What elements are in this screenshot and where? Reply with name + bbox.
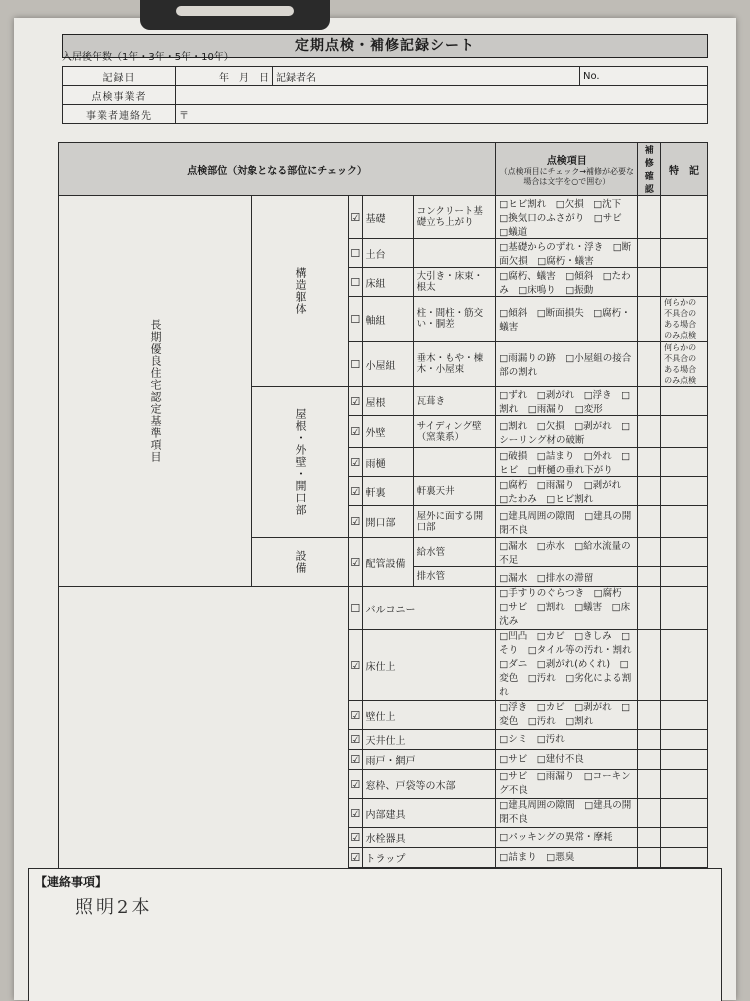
part-label: 窓枠、戸袋等の木部	[362, 770, 496, 799]
inspection-items[interactable]: □詰まり □悪臭	[496, 848, 638, 868]
record-date-field[interactable]: 年 月 日	[176, 67, 273, 86]
part-label: 内部建具	[362, 799, 496, 828]
record-header-table	[62, 66, 708, 124]
remarks-cell	[661, 799, 708, 828]
repair-confirm-cell[interactable]	[638, 701, 661, 730]
group-equipment-label: 設備	[252, 538, 349, 587]
group-long-term-label: 長期優良住宅認定基準項目	[59, 196, 252, 587]
part-checkbox[interactable]	[349, 848, 363, 868]
checked-box-icon: ☑	[350, 831, 360, 844]
company-contact-label: 事業者連絡先	[63, 105, 176, 124]
part-label: 外壁	[362, 416, 413, 448]
part-checkbox[interactable]	[349, 828, 363, 848]
checked-box-icon: ☑	[350, 778, 360, 791]
inspection-items[interactable]: □破損 □詰まり □外れ □ヒビ □軒樋の垂れ下がり	[496, 448, 638, 477]
inspection-items[interactable]: □割れ □欠損 □剥がれ □シーリング材の破断	[496, 416, 638, 448]
remarks-cell	[661, 448, 708, 477]
part-subdetail: 柱・間柱・筋交い・胴差	[413, 297, 496, 342]
repair-confirm-cell[interactable]	[638, 387, 661, 416]
repair-confirm-cell[interactable]	[638, 342, 661, 387]
handwritten-note: 照明2本	[75, 893, 152, 919]
checked-box-icon: ☑	[350, 211, 360, 224]
inspection-items[interactable]: □建具周囲の隙間 □建具の開閉不良	[496, 799, 638, 828]
checked-box-icon: ☑	[350, 807, 360, 820]
years-since-move-in: 入居後年数（1年・3年・5年・10年）	[62, 48, 234, 63]
repair-confirm-cell[interactable]	[638, 828, 661, 848]
inspection-items[interactable]: □手すりのぐらつき □腐朽 □サビ □割れ □蟻害 □床沈み	[496, 587, 638, 630]
part-checkbox[interactable]	[349, 297, 363, 342]
part-subdetail: 屋外に面する開口部	[413, 506, 496, 538]
part-subdetail: 垂木・もや・棟木・小屋束	[413, 342, 496, 387]
checked-box-icon: ☑	[350, 709, 360, 722]
repair-confirm-cell[interactable]	[638, 416, 661, 448]
empty-box-icon: ☐	[350, 313, 360, 326]
inspection-items[interactable]: □シミ □汚れ	[496, 730, 638, 750]
part-label: 床仕上	[362, 630, 496, 701]
company-contact-field[interactable]: 〒	[176, 105, 708, 124]
part-checkbox[interactable]	[349, 587, 363, 630]
inspection-items[interactable]: □傾斜 □断面損失 □腐朽・蟻害	[496, 297, 638, 342]
inspection-items[interactable]: □ずれ □剥がれ □浮き □割れ □雨漏り □変形	[496, 387, 638, 416]
part-subdetail: 大引き・床束・根太	[413, 268, 496, 297]
checked-box-icon: ☑	[350, 425, 360, 438]
part-checkbox[interactable]	[349, 750, 363, 770]
remarks-cell	[661, 701, 708, 730]
part-label: 雨戸・網戸	[362, 750, 496, 770]
remarks-column-header: 特 記	[661, 143, 708, 196]
repair-confirm-cell[interactable]	[638, 297, 661, 342]
remarks-cell	[661, 239, 708, 268]
empty-box-icon: ☐	[350, 358, 360, 371]
table-row	[59, 587, 708, 630]
part-checkbox[interactable]	[349, 477, 363, 506]
part-checkbox[interactable]	[349, 387, 363, 416]
checked-box-icon: ☑	[350, 515, 360, 528]
repair-confirm-cell[interactable]	[638, 848, 661, 868]
remarks-cell	[661, 416, 708, 448]
part-checkbox[interactable]	[349, 506, 363, 538]
remarks-cell	[661, 538, 708, 567]
remarks-cell	[661, 567, 708, 587]
inspection-items[interactable]: □雨漏りの跡 □小屋組の接合部の割れ	[496, 342, 638, 387]
checked-box-icon: ☑	[350, 753, 360, 766]
repair-confirm-cell[interactable]	[638, 730, 661, 750]
recorder-name-field[interactable]: 記録者名	[273, 67, 580, 86]
remarks-cell	[661, 506, 708, 538]
part-label: 水栓器具	[362, 828, 496, 848]
checked-box-icon: ☑	[350, 733, 360, 746]
part-checkbox[interactable]	[349, 730, 363, 750]
remarks-cell	[661, 268, 708, 297]
part-checkbox[interactable]	[349, 630, 363, 701]
inspection-items[interactable]: □浮き □カビ □剥がれ □変色 □汚れ □割れ	[496, 701, 638, 730]
repair-confirm-cell[interactable]	[638, 196, 661, 239]
repair-column-header: 補修確認	[638, 143, 661, 196]
part-checkbox[interactable]	[349, 799, 363, 828]
empty-box-icon: ☐	[350, 247, 360, 260]
inspection-company-field[interactable]	[176, 86, 708, 105]
part-label: 基礎	[362, 196, 413, 239]
part-label: 開口部	[362, 506, 413, 538]
part-label: バルコニー	[362, 587, 496, 630]
part-label: 軸組	[362, 297, 413, 342]
repair-confirm-cell[interactable]	[638, 268, 661, 297]
part-checkbox[interactable]	[349, 416, 363, 448]
contact-notes-label: 【連絡事項】	[35, 873, 107, 890]
part-label: 土台	[362, 239, 413, 268]
part-subdetail	[413, 239, 496, 268]
remarks-cell	[661, 196, 708, 239]
part-subdetail: サイディング壁（窯業系）	[413, 416, 496, 448]
remarks-cell	[661, 477, 708, 506]
empty-box-icon: ☐	[350, 602, 360, 615]
inspection-items[interactable]: □漏水 □排水の滞留	[496, 567, 638, 587]
remarks-cell	[661, 828, 708, 848]
inspection-items[interactable]: □サビ □建付不良	[496, 750, 638, 770]
part-subdetail	[413, 448, 496, 477]
checked-box-icon: ☑	[350, 556, 360, 569]
part-checkbox[interactable]	[349, 448, 363, 477]
remarks-cell	[661, 770, 708, 799]
part-checkbox[interactable]	[349, 268, 363, 297]
remarks-cell	[661, 587, 708, 630]
part-subdetail: 軒裏天井	[413, 477, 496, 506]
repair-confirm-cell[interactable]	[638, 799, 661, 828]
items-column-header: 点検項目 （点検項目にチェック→補修が必要な場合は文字を○で囲む）	[496, 143, 638, 196]
part-subdetail: 給水管	[413, 538, 496, 567]
part-label: 床組	[362, 268, 413, 297]
checked-box-icon: ☑	[350, 851, 360, 864]
remarks-cell	[661, 848, 708, 868]
table-row	[59, 196, 708, 239]
inspection-items[interactable]: □パッキングの異常・摩耗	[496, 828, 638, 848]
part-checkbox[interactable]	[349, 701, 363, 730]
part-checkbox[interactable]	[349, 342, 363, 387]
part-label: 屋根	[362, 387, 413, 416]
checked-box-icon: ☑	[350, 395, 360, 408]
remarks-cell: 何らかの不具合のある場合のみ点検	[661, 297, 708, 342]
part-checkbox[interactable]	[349, 196, 363, 239]
part-subdetail: 瓦葺き	[413, 387, 496, 416]
repair-confirm-cell[interactable]	[638, 567, 661, 587]
repair-confirm-cell[interactable]	[638, 239, 661, 268]
clipboard-clip	[140, 0, 330, 30]
remarks-cell	[661, 750, 708, 770]
group-roof-wall-label: 屋根・外壁・開口部	[252, 387, 349, 538]
repair-confirm-cell[interactable]	[638, 448, 661, 477]
inspection-items[interactable]: □サビ □雨漏り □コーキング不良	[496, 770, 638, 799]
inspection-items[interactable]: □基礎からのずれ・浮き □断面欠損 □腐朽・蟻害	[496, 239, 638, 268]
inspection-company-label: 点検事業者	[63, 86, 176, 105]
repair-confirm-cell[interactable]	[638, 630, 661, 701]
group-structure-label: 構造躯体	[252, 196, 349, 387]
inspection-items[interactable]: □凹凸 □カビ □きしみ □そり □タイル等の汚れ・割れ □ダニ □剥がれ(めくれ) □変色 □汚れ □劣化による割れ	[496, 630, 638, 701]
part-label: 小屋組	[362, 342, 413, 387]
record-number-field[interactable]: No.	[580, 67, 708, 86]
repair-confirm-cell[interactable]	[638, 770, 661, 799]
remarks-cell	[661, 387, 708, 416]
part-label: 軒裏	[362, 477, 413, 506]
sheet-title: 定期点検・補修記録シート	[62, 34, 708, 58]
remarks-cell	[661, 730, 708, 750]
inspection-items[interactable]: □漏水 □赤水 □給水流量の不足	[496, 538, 638, 567]
part-checkbox[interactable]	[349, 239, 363, 268]
part-label: 天井仕上	[362, 730, 496, 750]
remarks-cell: 何らかの不具合のある場合のみ点検	[661, 342, 708, 387]
part-label: 配管設備	[362, 538, 413, 587]
inspection-items[interactable]: □ヒビ割れ □欠損 □沈下 □換気口のふさがり □サビ □蟻道	[496, 196, 638, 239]
part-label: 雨樋	[362, 448, 413, 477]
checked-box-icon: ☑	[350, 659, 360, 672]
record-date-label: 記録日	[63, 67, 176, 86]
inspection-items[interactable]: □腐朽 □雨漏り □剥がれ □たわみ □ヒビ割れ	[496, 477, 638, 506]
empty-box-icon: ☐	[350, 276, 360, 289]
repair-confirm-cell[interactable]	[638, 538, 661, 567]
remarks-cell	[661, 630, 708, 701]
inspection-items[interactable]: □腐朽、蟻害 □傾斜 □たわみ □床鳴り □振動	[496, 268, 638, 297]
part-subdetail: 排水管	[413, 567, 496, 587]
part-checkbox[interactable]	[349, 770, 363, 799]
checked-box-icon: ☑	[350, 456, 360, 469]
part-subdetail: コンクリート基礎立ち上がり	[413, 196, 496, 239]
repair-confirm-cell[interactable]	[638, 506, 661, 538]
part-checkbox[interactable]	[349, 538, 363, 587]
checked-box-icon: ☑	[350, 485, 360, 498]
repair-confirm-cell[interactable]	[638, 750, 661, 770]
inspection-items[interactable]: □建具周囲の隙間 □建具の開閉不良	[496, 506, 638, 538]
repair-confirm-cell[interactable]	[638, 477, 661, 506]
part-label: トラップ	[362, 848, 496, 868]
contact-notes-box[interactable]	[28, 868, 722, 1001]
part-label: 壁仕上	[362, 701, 496, 730]
part-column-header: 点検部位（対象となる部位にチェック）	[59, 143, 496, 196]
repair-confirm-cell[interactable]	[638, 587, 661, 630]
